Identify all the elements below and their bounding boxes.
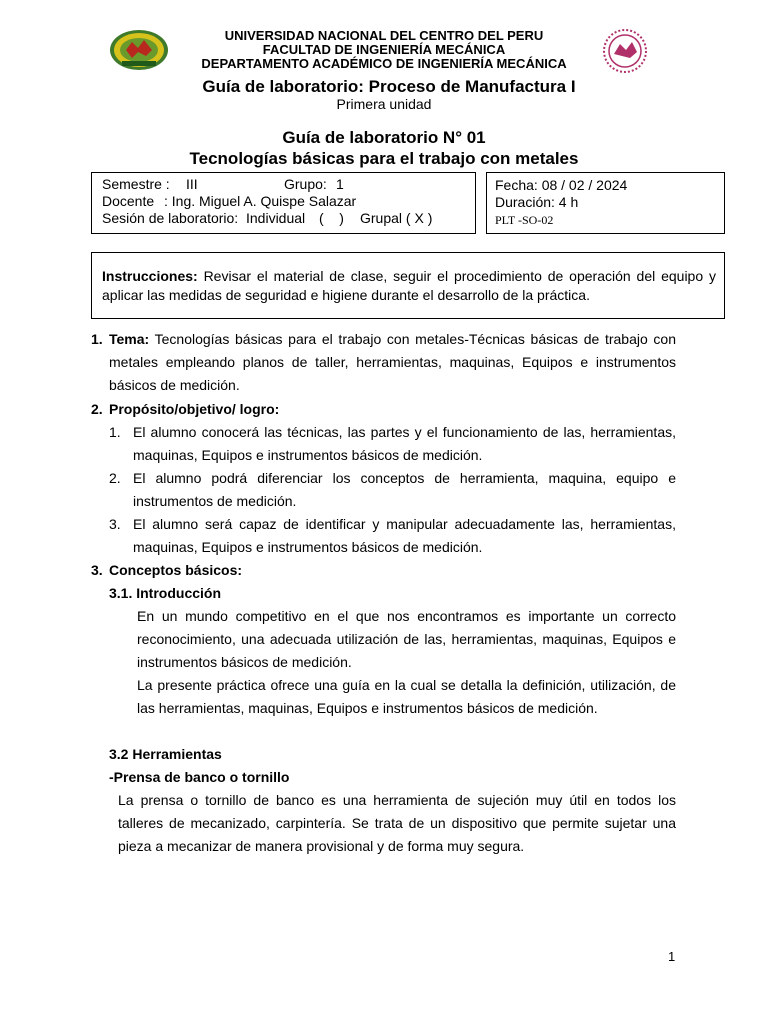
group-label: Grupo:: [284, 176, 327, 192]
duration-text: Duración: 4 h: [495, 194, 579, 210]
objective-1-number: 1.: [109, 424, 121, 440]
instructions-label: Instrucciones:: [102, 268, 198, 284]
vise-line2: talleres de mecanizado, carpintería. Se trata de un dispositivo que permite sujetar una: [118, 815, 676, 831]
date-info-box: [486, 172, 725, 234]
session-individual: Individual: [246, 210, 306, 226]
page-number: 1: [668, 949, 676, 964]
section-1-number: 1.: [91, 331, 103, 347]
vise-line3: pieza a mecanizar de manera provisional y de forma muy segura.: [118, 838, 525, 854]
objective-2-number: 2.: [109, 470, 121, 486]
session-individual-mark: ( ): [319, 210, 344, 226]
vise-line1: La prensa o tornillo de banco es una herramienta de sujeción muy útil en todos los: [118, 792, 676, 808]
semester-label: Semestre :: [102, 176, 170, 192]
objective-2-line2: instrumentos de medición.: [133, 493, 297, 509]
objective-2-line1: El alumno podrá diferenciar los conceptos de herramienta, maquina, equipo e: [133, 470, 676, 486]
faculty-name: FACULTAD DE INGENIERÍA MECÁNICA: [262, 42, 506, 57]
date-text: Fecha: 08 / 02 / 2024: [495, 177, 628, 193]
session-info-box: [91, 172, 476, 234]
semester-value: III: [186, 176, 198, 192]
group-value: 1: [336, 176, 344, 192]
instructions-line1-wrap: [102, 267, 716, 286]
instructions-line2: aplicar las medidas de seguridad e higiene durante el desarrollo de la práctica.: [102, 287, 590, 303]
teacher-value: : Ing. Miguel A. Quispe Salazar: [164, 193, 357, 209]
intro-p2-line2: las herramientas, maquinas, Equipos e instrumentos básicos de medición.: [137, 700, 598, 716]
document-code: PLT -SO-02: [495, 213, 554, 227]
section-3-label: Conceptos básicos:: [109, 562, 243, 578]
subsection-3-1-heading: 3.1. Introducción: [109, 585, 222, 601]
section-1-line2: metales empleando planos de taller, herramientas, maquinas, Equipos e instrumentos: [109, 354, 676, 370]
section-1-label: Tema:: [109, 331, 150, 347]
section-1-line3: básicos de medición.: [109, 377, 240, 393]
lab-topic-title: Tecnologías básicas para el trabajo con metales: [189, 149, 579, 168]
intro-p1-line2: reconocimiento, una adecuada utilización de las, herramientas, maquinas, Equipos e: [137, 631, 676, 647]
guide-title: Guía de laboratorio: Proceso de Manufactura I: [202, 77, 576, 96]
intro-p1-line3: instrumentos básicos de medición.: [137, 654, 352, 670]
section-2-number: 2.: [91, 401, 103, 417]
teacher-label: Docente: [102, 193, 155, 209]
intro-p2-line1: La presente práctica ofrece una guía en la cual se detalla la definición, utilización, de: [137, 677, 676, 693]
objective-3-line1: El alumno será capaz de identificar y manipular adecuadamente las, herramientas,: [133, 516, 676, 532]
session-group: Grupal ( X ): [360, 210, 433, 226]
university-name: UNIVERSIDAD NACIONAL DEL CENTRO DEL PERU: [224, 28, 544, 43]
instructions-line1: Revisar el material de clase, seguir el procedimiento de operación del equipo y: [197, 268, 716, 284]
objective-1-line1: El alumno conocerá las técnicas, las partes y el funcionamiento de las, herramientas,: [133, 424, 676, 440]
vise-heading: -Prensa de banco o tornillo: [109, 769, 290, 785]
intro-p1-line1: En un mundo competitivo en el que nos encontramos es importante un correcto: [137, 608, 676, 624]
lab-number-title: Guía de laboratorio N° 01: [282, 128, 486, 147]
session-label: Sesión de laboratorio:: [102, 210, 239, 226]
objective-3-line2: maquinas, Equipos e instrumentos básicos de medición.: [133, 539, 483, 555]
department-name: DEPARTAMENTO ACADÉMICO DE INGENIERÍA MECÁNICA: [201, 56, 567, 71]
section-1-line1: [109, 328, 676, 351]
section-2-label: Propósito/objetivo/ logro:: [109, 401, 280, 417]
objective-3-number: 3.: [109, 516, 121, 532]
unit-subtitle: Primera unidad: [336, 96, 432, 112]
objective-1-line2: maquinas, Equipos e instrumentos básicos de medición.: [133, 447, 483, 463]
section-3-number: 3.: [91, 562, 103, 578]
subsection-3-2-heading: 3.2 Herramientas: [109, 746, 222, 762]
section-1-text1: Tecnologías básicas para el trabajo con metales-Técnicas básicas de trabajo con: [149, 331, 676, 347]
instructions-box: [91, 252, 725, 319]
